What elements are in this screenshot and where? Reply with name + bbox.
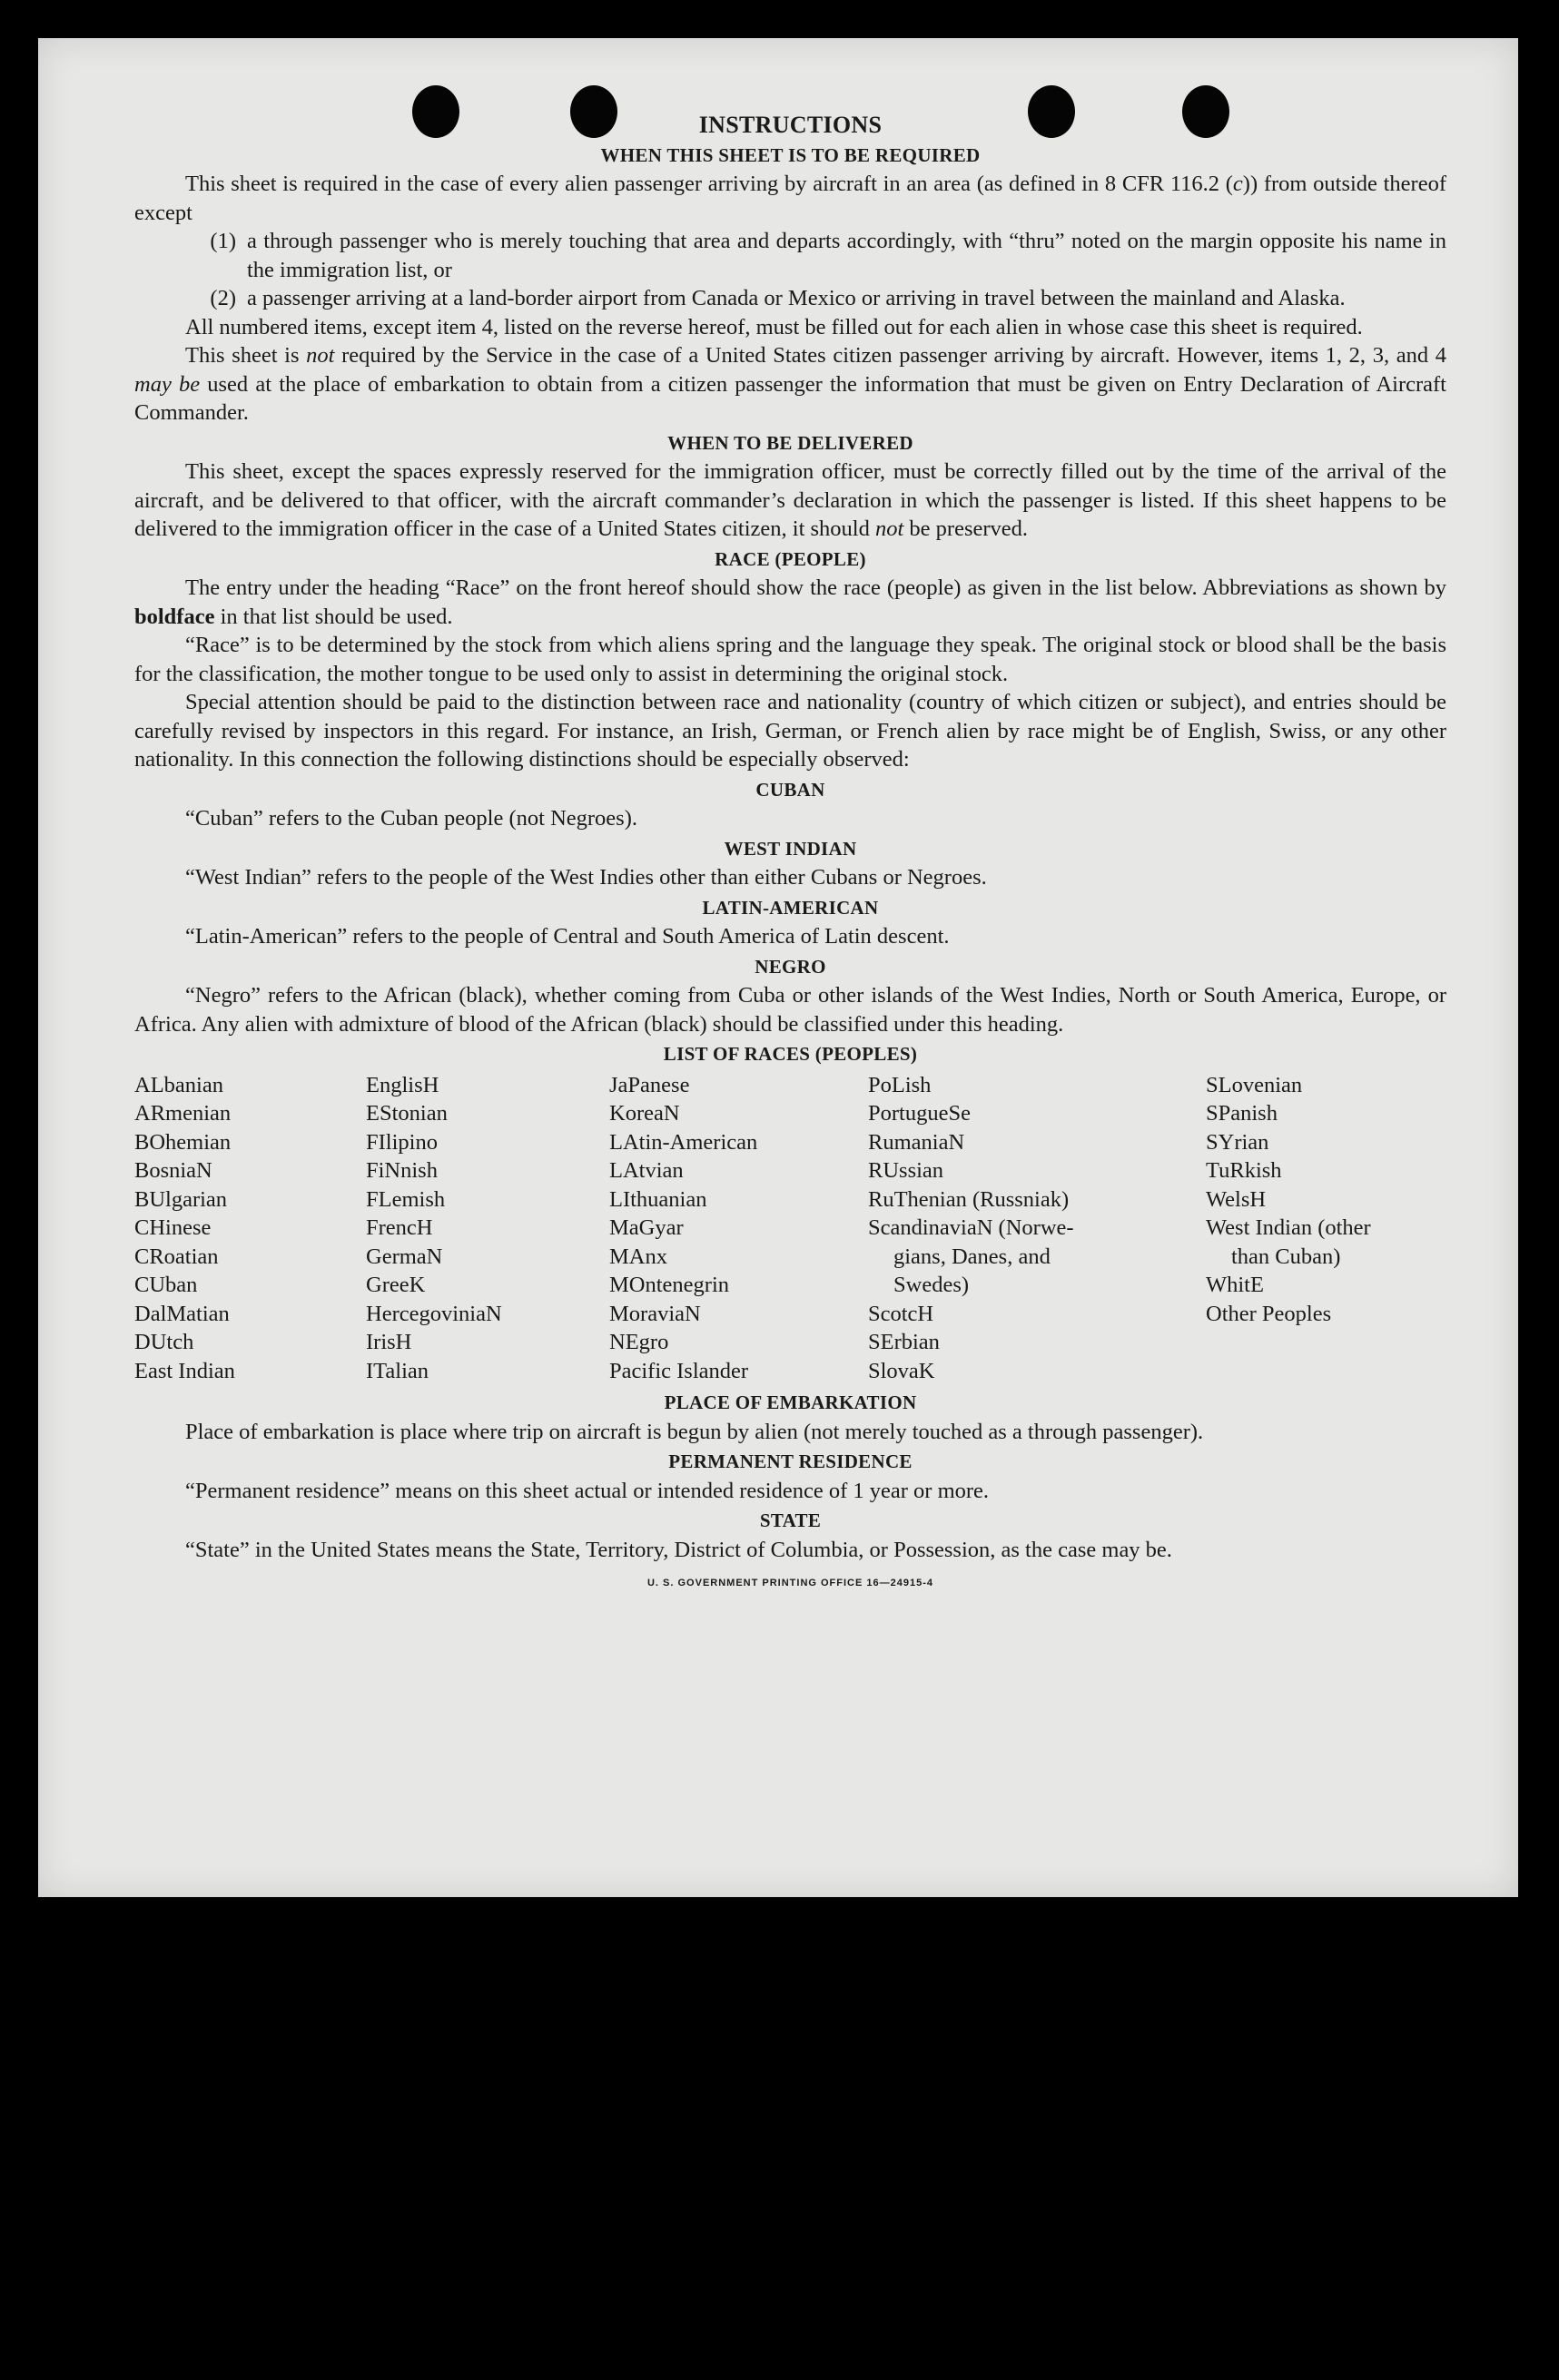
section-heading-when-required: WHEN THIS SHEET IS TO BE REQUIRED <box>600 143 981 166</box>
embarkation-definition: Place of embarkation is place where trip on aircraft is begun by alien (not merely touched as a through passenger). <box>185 1419 1204 1444</box>
section-heading-when-delivered: WHEN TO BE DELIVERED <box>667 431 913 454</box>
race-entry: LAtin-American <box>609 1129 758 1155</box>
race-entry: PoLish <box>868 1072 932 1097</box>
race-entry: TuRkish <box>1206 1158 1282 1183</box>
race-entry: PortugueSe <box>868 1101 971 1126</box>
race-entry: LIthuanian <box>609 1186 707 1212</box>
residence-definition: “Permanent residence” means on this sheet actual or intended residence of 1 year or more. <box>185 1478 990 1503</box>
race-entry: West Indian (other <box>1206 1215 1371 1240</box>
race-paragraph-2: “Race” is to be determined by the stock from which aliens spring and the language they speak. The original stock or blood shall be the basis for the classification, the mother tongue to be used only to assist in determining the original stock. <box>134 633 1446 686</box>
races-column <box>868 1071 1206 1386</box>
race-entry: gians, Danes, and <box>893 1244 1051 1269</box>
race-entry: FrencH <box>366 1215 433 1240</box>
section-heading-latin-american: LATIN-AMERICAN <box>702 896 879 919</box>
race-entry: FLemish <box>366 1186 446 1212</box>
race-entry: EStonian <box>366 1101 448 1126</box>
race-entry: LAtvian <box>609 1158 684 1183</box>
section-heading-state: STATE <box>759 1510 822 1531</box>
race-entry: SLovenian <box>1206 1072 1303 1097</box>
race-entry: IrisH <box>366 1330 412 1354</box>
section-heading-residence: PERMANENT RESIDENCE <box>668 1451 913 1472</box>
state-definition: “State” in the United States means the State, Territory, District of Columbia, or Possession, as the case may be. <box>185 1537 1172 1562</box>
delivered-paragraph: This sheet, except the spaces expressly reserved for the immigration officer, must be correctly filled out by the time of the arrival of the aircraft, and be delivered to that officer, with the aircraft commander’s declaration in which the passenger is listed. If this sheet happens to be delivered to the immigration officer in the case of a United States citizen, it should not be preserved. <box>134 459 1446 541</box>
exception-item-2: (2) a passenger arriving at a land-border airport from Canada or Mexico or arriving in travel between the mainland and Alaska. <box>210 286 1346 310</box>
race-entry: FiNnish <box>366 1158 438 1183</box>
form-sheet <box>38 38 1518 1897</box>
cuban-definition: “Cuban” refers to the Cuban people (not Negroes). <box>185 806 637 831</box>
race-entry: JaPanese <box>609 1072 690 1097</box>
race-entry: GermaN <box>366 1244 443 1269</box>
race-entry: HercegoviniaN <box>366 1301 502 1326</box>
race-entry: MOntenegrin <box>609 1273 729 1297</box>
race-entry: RUssian <box>868 1158 944 1183</box>
race-entry: SlovaK <box>868 1358 935 1383</box>
race-entry: MAnx <box>609 1244 667 1269</box>
race-entry: RumaniaN <box>868 1129 965 1155</box>
race-entry: ALbanian <box>134 1072 223 1097</box>
required-intro: This sheet is required in the case of every alien passenger arriving by aircraft in an area (as defined in 8 CFR 116.2 (c)) from outside thereof except <box>134 172 1446 225</box>
race-entry: ScotcH <box>868 1301 934 1326</box>
section-heading-negro: NEGRO <box>755 955 826 978</box>
races-column <box>366 1071 609 1386</box>
race-entry: WhitE <box>1206 1273 1264 1297</box>
race-entry: ITalian <box>366 1358 429 1383</box>
instructions-body <box>134 109 1446 1598</box>
section-heading-embarkation: PLACE OF EMBARKATION <box>664 1392 917 1413</box>
races-column <box>609 1071 868 1386</box>
race-entry: BOhemian <box>134 1129 232 1155</box>
race-entry: GreeK <box>366 1273 426 1297</box>
race-entry: East Indian <box>134 1358 235 1383</box>
section-heading-cuban: CUBAN <box>755 778 825 801</box>
latin-american-definition: “Latin-American” refers to the people of Central and South America of Latin descent. <box>185 924 950 949</box>
race-entry: MaGyar <box>609 1215 684 1240</box>
exception-item-1: (1) a through passenger who is merely touching that area and departs accordingly, with “thru” noted on the margin opposite his name in the immigration list, or <box>210 229 1446 282</box>
race-entry: CRoatian <box>134 1244 219 1269</box>
citizen-paragraph: This sheet is not required by the Service in the case of a United States citizen passenger arriving by aircraft. However, items 1, 2, 3, and 4 may be used at the place of embarkation to obtain from a citizen passenger the information that must be given on Entry Declaration of Aircraft Commander. <box>134 343 1446 425</box>
instructions-title: INSTRUCTIONS <box>698 112 883 138</box>
section-heading-race: RACE (PEOPLE) <box>715 547 866 570</box>
race-entry: DUtch <box>134 1330 194 1354</box>
race-entry: MoraviaN <box>609 1301 701 1326</box>
race-entry: Swedes) <box>893 1273 970 1297</box>
race-entry: CUban <box>134 1273 198 1297</box>
race-entry: EnglisH <box>366 1072 439 1097</box>
races-column <box>1206 1071 1446 1386</box>
numbered-items-paragraph: All numbered items, except item 4, listed on the reverse hereof, must be filled out for each alien in whose case this sheet is required. <box>185 314 1363 339</box>
race-entry: FIlipino <box>366 1129 438 1155</box>
race-entry: SErbian <box>868 1330 940 1354</box>
race-entry: BUlgarian <box>134 1186 228 1212</box>
printer-imprint: U. S. GOVERNMENT PRINTING OFFICE 16—24915-4 <box>646 1578 933 1588</box>
race-entry: KoreaN <box>609 1101 680 1126</box>
race-paragraph-1: The entry under the heading “Race” on the front hereof should show the race (people) as given in the list below. Abbreviations as shown by boldface in that list should be used. <box>134 575 1446 629</box>
race-entry: BosniaN <box>134 1158 212 1183</box>
race-entry: NEgro <box>609 1330 669 1354</box>
race-entry: RuThenian (Russniak) <box>868 1186 1070 1212</box>
race-entry: CHinese <box>134 1215 212 1240</box>
races-column <box>134 1071 366 1386</box>
west-indian-definition: “West Indian” refers to the people of the West Indies other than either Cubans or Negroes. <box>185 865 987 890</box>
race-entry: ScandinaviaN (Norwe- <box>868 1215 1074 1240</box>
race-entry: Other Peoples <box>1206 1301 1332 1326</box>
race-entry: than Cuban) <box>1231 1244 1341 1269</box>
race-entry: WelsH <box>1206 1186 1267 1212</box>
negro-definition: “Negro” refers to the African (black), whether coming from Cuba or other islands of the West Indies, North or South America, Europe, or Africa. Any alien with admixture of blood of the African (black) should be classified under this heading. <box>134 983 1446 1037</box>
race-paragraph-3: Special attention should be paid to the distinction between race and nationality (country of which citizen or subject), and entries should be carefully revised by inspectors in this regard. For instance, an Irish, German, or French alien by race might be of English, Swiss, or any other nationality. In this connection the following distinctions should be especially observed: <box>134 690 1446 772</box>
race-entry: Pacific Islander <box>609 1358 749 1383</box>
race-entry: DalMatian <box>134 1301 230 1326</box>
races-list <box>134 1071 1446 1386</box>
race-entry: ARmenian <box>134 1101 232 1126</box>
race-entry: SYrian <box>1206 1129 1269 1155</box>
section-heading-list-of-races: LIST OF RACES (PEOPLES) <box>663 1043 918 1065</box>
race-entry: SPanish <box>1206 1101 1278 1126</box>
section-heading-west-indian: WEST INDIAN <box>724 837 857 860</box>
